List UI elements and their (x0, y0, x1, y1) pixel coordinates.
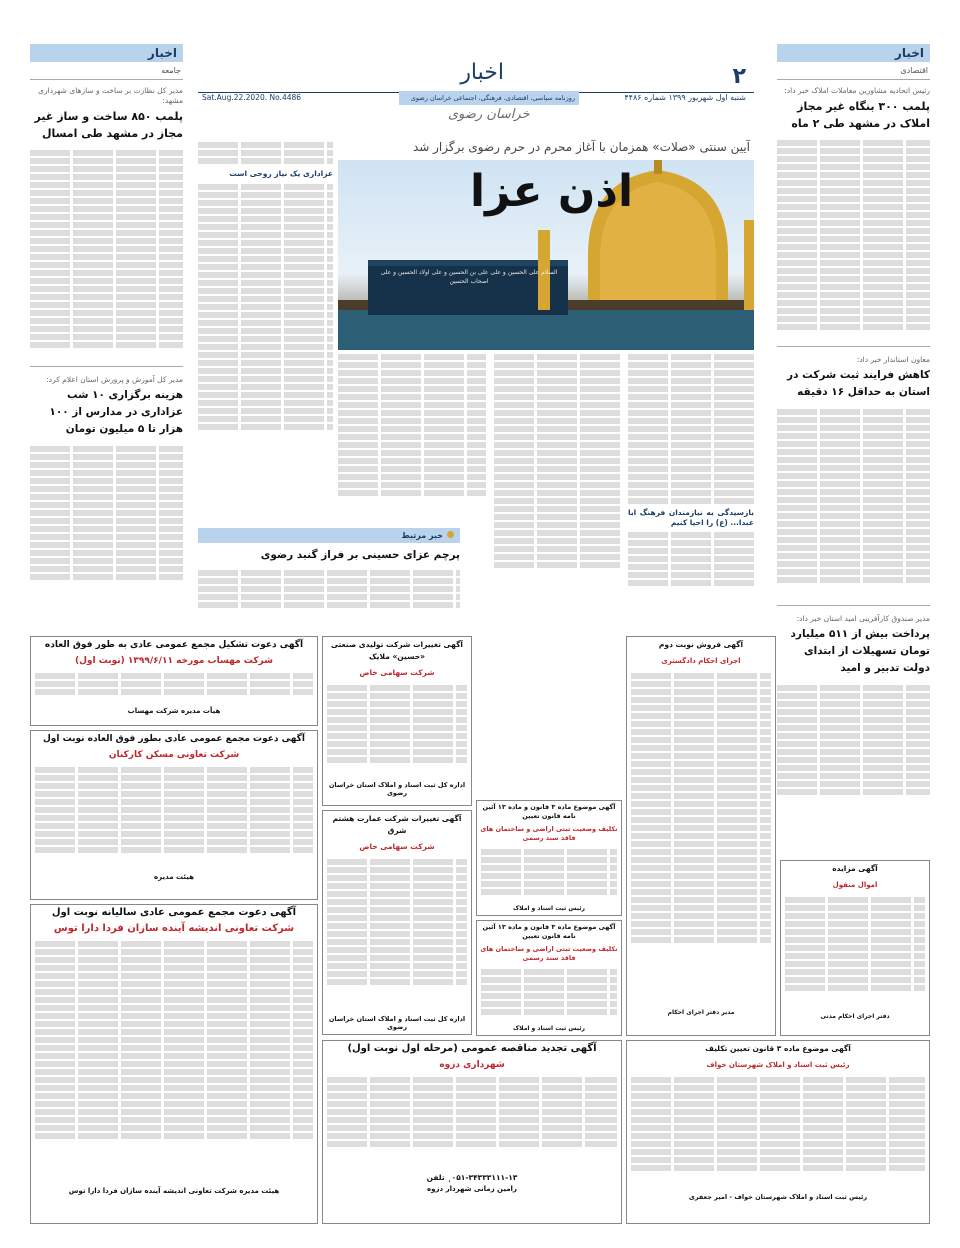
ad-hossein-company (322, 636, 472, 806)
story2-body (777, 407, 930, 597)
related-bullet-icon (447, 531, 454, 538)
left-story-kicker: مدیر کل نظارت بر ساخت و سازهای شهرداری مشهد: (38, 86, 183, 105)
ad-subtitle: تکلیف وضعیت ثبتی اراضی و ساختمان های فاقد سند رسمی (480, 945, 618, 962)
story-kicker: رئیس اتحادیه مشاورین معاملات املاک خبر داد: (784, 86, 930, 95)
ad-housing-coop (30, 730, 318, 900)
ad-title: آگهی تغییرات شرکت تولیدی صنعتی «حسین» ملایک (331, 640, 463, 661)
section-sub: اقتصادی (777, 62, 930, 80)
main-story-kicker: آیین سنتی «صلات» همزمان با آغاز محرم در حرم رضوی برگزار شد (412, 140, 750, 154)
main-subhead1: عزاداری یک نیاز روحی است (229, 169, 333, 178)
ad-footer: اداره کل ثبت اسناد و املاک استان خراسان رضوی (328, 781, 466, 797)
ad-subtitle: تکلیف وضعیت ثبتی اراضی و ساختمان های فاقد سند رسمی (480, 825, 618, 842)
ad-footer: مدیر دفتر اجرای احکام (667, 1009, 735, 1016)
issue-line: شنبه اول شهریور ۱۳۹۹ شماره ۴۴۸۶ (624, 93, 746, 102)
ad-subtitle: رئیس ثبت اسناد و املاک شهرستان خواف (706, 1061, 850, 1069)
photo-inscription: السلام علی الحسین و علی علی بن الحسین و علی اولاد الحسین و علی اصحاب الحسین (380, 269, 558, 285)
main-body-col3 (338, 352, 486, 532)
ad-body (323, 1073, 621, 1173)
issue-latin: Sat.Aug.22.2020. No.4486 (202, 93, 302, 102)
left-story-headline: پلمب ۸۵۰ ساخت و ساز غیر مجاز در مشهد طی امسال (34, 110, 183, 140)
left-story2-body (30, 444, 183, 594)
ad-title: آگهی مزایده (832, 864, 878, 873)
ad-registry-2 (476, 920, 622, 1036)
ad-title: آگهی موضوع ماده ۳ قانون و ماده ۱۳ آئین نامه قانون تعیین (482, 803, 616, 820)
main-subhead2: بازسیدگی به نیازمندان فرهنگ ابا عبدا... (ع) را احیا کنیم (628, 508, 754, 527)
ad-body (477, 845, 621, 905)
story3-headline: پرداخت بیش از ۵۱۱ میلیارد تومان تسهیلات از ابتدای دولت تدبیر و امید (790, 628, 930, 674)
story-body (777, 138, 930, 338)
ad-footer: هیئت مدیره شرکت تعاونی اندیشه آینده سازان فردا دارا توس (68, 1187, 280, 1195)
ad-title: آگهی دعوت مجمع عمومی عادی سالیانه نوبت اول (51, 907, 297, 918)
ad-footer: رامین زمانی شهردار دزوه (427, 1185, 517, 1193)
ad-body (323, 855, 471, 1015)
phone-line: ۰۵۱-۳۴۳۳۳۱۱۱-۱۳ ٖ تلفن (426, 1173, 518, 1182)
ad-subtitle: شرکت مهساب مورخه ۱۳۹۹/۶/۱۱ (نوبت اول) (75, 656, 273, 666)
ad-subtitle: اموال منقول (832, 881, 878, 889)
related-body (198, 568, 460, 618)
ad-subtitle: شرکت سهامی خاص (359, 842, 435, 851)
section-sub-left: جامعه (30, 62, 183, 80)
ad-auction (780, 860, 930, 1036)
ad-body (627, 669, 775, 1009)
related-label: خبر مرتبط (198, 528, 460, 543)
left-story2-kicker: مدیر کل آموزش و پرورش استان اعلام کرد: (46, 375, 183, 384)
ad-subtitle: شرکت سهامی خاص (359, 668, 435, 677)
ad-footer: دفتر اجرای احکام مدنی (820, 1013, 890, 1020)
ad-body (31, 937, 317, 1187)
related-story (198, 528, 460, 628)
main-headline: اذن عزا (470, 166, 634, 217)
masthead (198, 44, 754, 124)
ad-body (31, 669, 317, 707)
ad-body (477, 965, 621, 1025)
masthead-title: اخبار (460, 60, 504, 85)
story3-kicker: مدیر صندوق کارآفرینی امید استان خبر داد: (796, 614, 930, 623)
center-left-column (198, 140, 333, 510)
left-story2-headline: هزینه برگزاری ۱۰ شب عزاداری در مدارس از ۱۰۰ هزار تا ۵ میلیون تومان (49, 389, 183, 435)
ad-footer: رئیس ثبت اسناد و املاک (513, 905, 585, 912)
ad-title: آگهی فروش نوبت دوم (658, 640, 744, 649)
ad-body (31, 763, 317, 873)
logo: خراسان رضوی (448, 107, 530, 122)
ad-title: آگهی دعوت تشکیل مجمع عمومی عادی به طور فوق العاده (44, 640, 304, 650)
ad-registry-1 (476, 800, 622, 916)
ad-subtitle: شرکت تعاونی مسکن کارکنان (108, 750, 240, 760)
ad-footer: اداره کل ثبت اسناد و املاک استان خراسان رضوی (328, 1015, 466, 1031)
main-body-col1 (628, 352, 754, 620)
story2-headline: کاهش فرایند ثبت شرکت در استان به حداقل ۱۶ دقیقه (787, 369, 930, 398)
ad-khaf-registry (626, 1040, 930, 1224)
story3-body (777, 683, 930, 803)
ad-sale-notice (626, 636, 776, 1036)
ad-title: آگهی تغییرات شرکت عمارت هشتم شرق (332, 814, 462, 835)
ad-title: آگهی تجدید مناقصه عمومی (مرحله اول نوبت اول) (347, 1043, 597, 1054)
ad-subtitle: اجرای احکام دادگستری (661, 657, 741, 665)
ad-footer: رئیس ثبت اسناد و املاک (513, 1025, 585, 1032)
ad-body (781, 893, 929, 1013)
ad-title: آگهی موضوع ماده ۳ قانون تعیین تکلیف (705, 1044, 851, 1053)
ad-subtitle: شهرداری دزوه (439, 1060, 505, 1070)
ad-body (323, 681, 471, 781)
ad-footer: هیأت مدیره شرکت مهساب (127, 707, 221, 715)
section-label-left: اخبار (30, 44, 183, 62)
ad-footer: رئیس ثبت اسناد و املاک شهرستان خواف - امیر جعفری (688, 1193, 868, 1201)
ad-mahsab (30, 636, 318, 726)
story2-kicker: معاون استاندار خبر داد: (856, 355, 930, 364)
ad-subtitle: شرکت تعاونی اندیشه آینده سازان فردا دارا توس (53, 923, 295, 934)
ad-title: آگهی موضوع ماده ۳ قانون و ماده ۱۳ آئین نامه قانون تعیین (482, 923, 616, 940)
ad-dazveh-tender (322, 1040, 622, 1224)
left-story-body (30, 148, 183, 358)
related-headline: پرچم عزای حسینی بر فراز گنبد رضوی (260, 549, 460, 561)
ad-title: آگهی دعوت مجمع عمومی عادی بطور فوق العاده نوبت اول (43, 734, 305, 744)
ad-emarat-hashtom (322, 810, 472, 1035)
ad-footer: هیئت مدیره (154, 873, 194, 881)
page-number: ۲ (732, 64, 746, 89)
left-column (30, 44, 183, 684)
ad-darous-coop (30, 904, 318, 1224)
story-headline: پلمب ۳۰۰ بنگاه غیر مجاز املاک در مشهد طی ۲ ماه (791, 100, 930, 130)
ad-body (627, 1073, 929, 1193)
tagline: روزنامه سیاسی، اقتصادی، فرهنگی، اجتماعی خراسان رضوی (399, 91, 579, 105)
main-body-col2 (494, 352, 620, 620)
section-label: اخبار (777, 44, 930, 62)
